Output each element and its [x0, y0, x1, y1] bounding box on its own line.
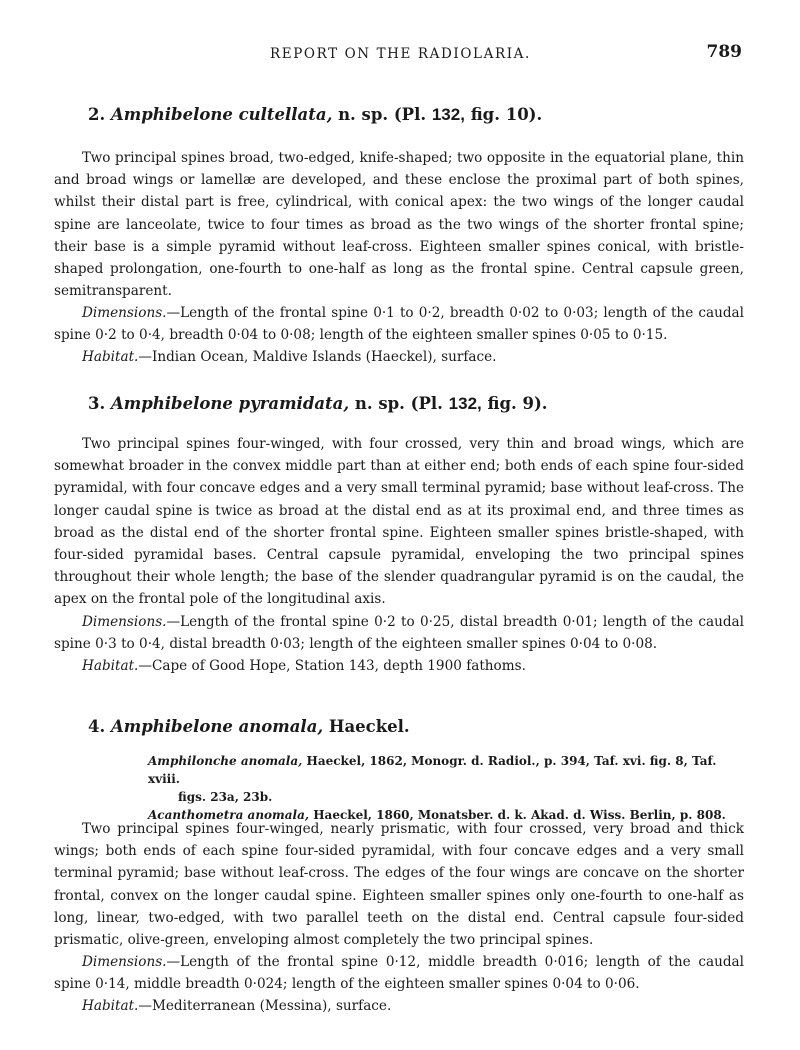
species-number: 2.	[88, 105, 106, 124]
species-body-pyramidata	[54, 433, 744, 677]
species-name: Amphibelone anomala,	[110, 717, 324, 736]
habitat-paragraph	[54, 655, 744, 677]
habitat-paragraph	[54, 346, 744, 368]
habitat-text: —Mediterranean (Messina), surface.	[138, 998, 392, 1015]
page-number: 789	[706, 42, 742, 62]
species-body-anomala	[54, 818, 744, 1017]
synonym-entry	[148, 752, 748, 788]
species-number: 3.	[88, 394, 106, 413]
species-qualifier: n. sp. (Pl.	[354, 394, 443, 413]
figure-reference: fig. 10).	[470, 105, 543, 124]
dimensions-label: Dimensions.	[82, 613, 167, 630]
dimensions-text: —Length of the frontal spine 0·1 to 0·2, breadth 0·02 to 0·03; length of the caudal spine 0·2 to 0·4, breadth 0·04 to 0·08; length of the eighteen smaller spines 0·05 to 0·15.	[54, 305, 744, 344]
habitat-text: —Indian Ocean, Maldive Islands (Haeckel), surface.	[138, 349, 497, 366]
species-heading-anomala	[88, 717, 410, 736]
description-paragraph: Two principal spines broad, two-edged, knife-shaped; two opposite in the equatorial plane, thin and broad wings or lamellæ are developed, and these enclose the proximal part of both spines, whilst their distal part is free, cylindrical, with conical apex: the two wings of the longer caudal spine are lanceolate, twice to four times as broad as the two wings of the shorter frontal spine; their base is a simple pyramid without leaf-cross. Eighteen smaller spines conical, with bristle-shaped prolongation, one-fourth to one-half as long as the frontal spine. Central capsule green, semitransparent.	[54, 150, 744, 300]
species-qualifier: Haeckel.	[328, 717, 410, 736]
species-body-cultellata	[54, 147, 744, 368]
page-header	[0, 40, 800, 70]
synonym-name: Amphilonche anomala,	[148, 754, 303, 768]
description-paragraph: Two principal spines four-winged, with four crossed, very thin and broad wings, which are somewhat broader in the convex middle part than at either end; both ends of each spine four-sided pyramidal, with four concave edges and a very small terminal pyramid; base without leaf-cross. The longer caudal spine is twice as broad at the distal end as at its proximal end, and three times as broad as the distal end of the shorter frontal spine. Eighteen smaller spines bristle-shaped, with four-sided pyramidal bases. Central capsule pyramidal, enveloping the two principal spines throughout their whole length; the base of the slender quadrangular pyramid is on the caudal, the apex on the frontal pole of the longitudinal axis.	[54, 436, 745, 608]
habitat-paragraph	[54, 995, 744, 1017]
species-qualifier: n. sp. (Pl.	[338, 105, 427, 124]
figure-reference: fig. 9).	[487, 394, 548, 413]
habitat-label: Habitat.	[82, 349, 139, 366]
dimensions-paragraph	[54, 611, 744, 655]
species-heading-pyramidata	[88, 394, 548, 414]
habitat-label: Habitat.	[82, 657, 139, 674]
synonym-reference-continued: figs. 23a, 23b.	[178, 790, 273, 804]
synonym-reference: Haeckel, 1860, Monatsber. d. k. Akad. d. Wiss. Berlin, p. 808.	[313, 808, 726, 822]
plate-number: 132,	[431, 105, 465, 124]
plate-number: 132,	[448, 394, 482, 413]
synonym-name: Acanthometra anomala,	[148, 808, 310, 822]
species-name: Amphibelone pyramidata,	[110, 394, 350, 413]
synonym-reference: Haeckel, 1862, Monogr. d. Radiol., p. 394, Taf. xvi. fig. 8, Taf. xviii.	[148, 754, 717, 786]
species-number: 4.	[88, 717, 106, 736]
habitat-label: Habitat.	[82, 998, 139, 1015]
dimensions-label: Dimensions.	[82, 954, 167, 971]
dimensions-label: Dimensions.	[82, 305, 167, 322]
synonymy-list	[148, 752, 748, 824]
running-head: REPORT ON THE RADIOLARIA.	[270, 46, 531, 62]
species-heading-cultellata	[88, 105, 542, 125]
description-paragraph: Two principal spines four-winged, nearly prismatic, with four crossed, very broad and thick wings; both ends of each spine four-sided pyramidal, with four concave edges and a very small terminal pyramid; base without leaf-cross. The edges of the four wings are concave on the shorter frontal, convex on the longer caudal spine. Eighteen smaller spines only one-fourth to one-half as long, linear, two-edged, with two parallel teeth on the distal end. Central capsule four-sided prismatic, olive-green, enveloping almost completely the two principal spines.	[54, 821, 744, 949]
dimensions-paragraph	[54, 302, 744, 346]
dimensions-text: —Length of the frontal spine 0·2 to 0·25, distal breadth 0·01; length of the caudal spine 0·3 to 0·4, distal breadth 0·03; length of the eighteen smaller spines 0·04 to 0·08.	[54, 613, 744, 652]
habitat-text: —Cape of Good Hope, Station 143, depth 1900 fathoms.	[138, 657, 526, 674]
dimensions-text: —Length of the frontal spine 0·12, middle breadth 0·016; length of the caudal spine 0·14, middle breadth 0·024; length of the eighteen smaller spines 0·04 to 0·06.	[54, 954, 744, 993]
dimensions-paragraph	[54, 951, 744, 995]
species-name: Amphibelone cultellata,	[110, 105, 333, 124]
